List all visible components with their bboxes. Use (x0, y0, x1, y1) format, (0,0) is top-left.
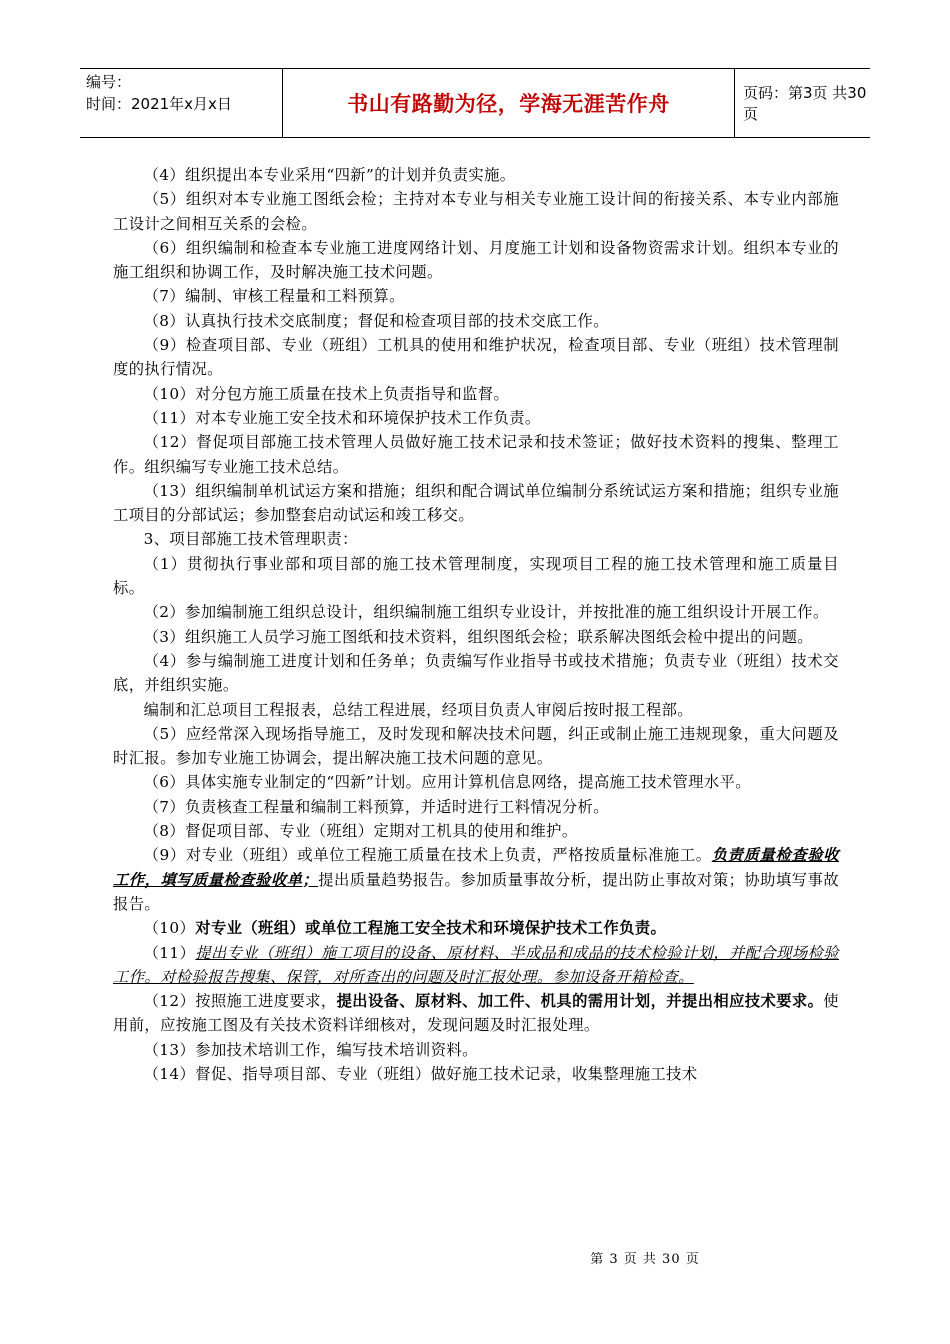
text-segment: （4）参与编制施工进度计划和任务单；负责编写作业指导书或技术措施；负责专业（班组）技术交底，并组织实施。 (113, 651, 839, 695)
text-segment: 负责质量检查验收工作，填写质量检查验收单； (113, 846, 840, 889)
paragraph (113, 941, 839, 990)
text-segment: 提出专业（班组）施工项目的设备、原材料、半成品和成品的技术检验计划，并配合现场检验工作。对检验报告搜集、保管，对所查出的问题及时汇报处理。参加设备开箱检查。 (113, 943, 839, 986)
text-segment: 提出质量趋势报告。参加质量事故分析，提出防止事故对策；协助填写事故报告。 (113, 870, 840, 913)
header-box (80, 68, 870, 138)
text-segment: （11） (143, 943, 196, 962)
text-segment: 对专业（班组）或单位工程施工安全技术和环境保护技术工作负责。 (195, 919, 667, 938)
text-segment: （11）对本专业施工安全技术和环境保护技术工作负责。 (143, 408, 541, 427)
paragraph (113, 187, 839, 236)
paragraph (113, 795, 839, 819)
text-segment: （6）具体实施专业制定的“四新”计划。应用计算机信息网络，提高施工技术管理水平。 (143, 773, 751, 792)
paragraph (113, 843, 839, 916)
paragraph (113, 1038, 839, 1062)
text-segment: （7）负责核查工程量和编制工料预算，并适时进行工料情况分析。 (143, 797, 609, 816)
header-right-cell (735, 69, 870, 137)
document-time-label: 时间：2021年x月x日 (86, 95, 232, 113)
page-footer: 第 3 页 共 30 页 (590, 1252, 700, 1267)
text-segment: （1）贯彻执行事业部和项目部的施工技术管理制度，实现项目工程的施工技术管理和施工质量目标。 (113, 554, 839, 598)
text-segment: （8）认真执行技术交底制度；督促和检查项目部的技术交底工作。 (143, 311, 609, 330)
document-number-label: 编号： (86, 73, 132, 91)
paragraph (113, 649, 839, 698)
paragraph (113, 284, 839, 308)
text-segment: （13）参加技术培训工作，编写技术培训资料。 (143, 1040, 478, 1059)
text-segment: （12）督促项目部施工技术管理人员做好施工技术记录和技术签证；做好技术资料的搜集、整理工作。组织编写专业施工技术总结。 (113, 433, 839, 476)
text-segment: （5）应经常深入现场指导施工，及时发现和解决技术问题，纠正或制止施工违规现象，重大问题及时汇报。参加专业施工协调会，提出解决施工技术问题的意见。 (113, 724, 839, 768)
text-segment: 3、项目部施工技术管理职责： (143, 530, 358, 549)
text-segment: （7）编制、审核工程量和工料预算。 (143, 287, 405, 306)
paragraph (113, 819, 839, 843)
paragraph (113, 309, 839, 333)
paragraph (113, 722, 839, 771)
text-segment: 提出设备、原材料、加工件、机具的需用计划，并提出相应技术要求。 (336, 992, 824, 1011)
header-left-cell (80, 69, 283, 137)
paragraph (113, 163, 839, 187)
paragraph (113, 406, 839, 430)
text-segment: （3）组织施工人员学习施工图纸和技术资料，组织图纸会检；联系解决图纸会检中提出的问题。 (143, 627, 813, 646)
text-segment: 编制和汇总项目工程报表，总结工程进展，经项目负责人审阅后按时报工程部。 (143, 700, 693, 719)
paragraph (113, 698, 839, 722)
paragraph (113, 333, 839, 382)
paragraph (113, 916, 839, 940)
paragraph (113, 600, 839, 624)
text-segment: （12）按照施工进度要求， (143, 992, 337, 1011)
text-segment: （4）组织提出本专业采用“四新”的计划并负责实施。 (143, 166, 516, 184)
text-segment: （5）组织对本专业施工图纸会检；主持对本专业与相关专业施工设计间的衔接关系、本专业内部施工设计之间相互关系的会检。 (113, 190, 839, 233)
paragraph (113, 625, 839, 649)
text-segment: （10） (143, 919, 196, 938)
text-segment: （9）对专业（班组）或单位工程施工质量在技术上负责，严格按质量标准施工。 (143, 846, 712, 865)
motto-title: 书山有路勤为径，学海无涯苦作舟 (347, 92, 670, 116)
page-number-label: 页码：第3页 共30页 (743, 84, 867, 123)
paragraph (113, 527, 839, 551)
text-segment: （13）组织编制单机试运方案和措施；组织和配合调试单位编制分系统试运方案和措施；组织专业施工项目的分部试运；参加整套启动试运和竣工移交。 (113, 481, 839, 525)
text-segment: （10）对分包方施工质量在技术上负责指导和监督。 (143, 384, 510, 403)
document-body (113, 163, 839, 1086)
paragraph (113, 430, 839, 479)
paragraph (113, 552, 839, 601)
text-segment: （6）组织编制和检查本专业施工进度网络计划、月度施工计划和设备物资需求计划。组织本专业的施工组织和协调工作，及时解决施工技术问题。 (113, 238, 839, 282)
text-segment: （8）督促项目部、专业（班组）定期对工机具的使用和维护。 (143, 822, 578, 841)
text-segment: （9）检查项目部、专业（班组）工机具的使用和维护状况，检查项目部、专业（班组）技术管理制度的执行情况。 (113, 336, 839, 379)
paragraph (113, 236, 839, 285)
text-segment: 使用前，应按施工图及有关技术资料详细核对，发现问题及时汇报处理。 (113, 992, 839, 1035)
paragraph (113, 479, 839, 528)
header-middle-cell (283, 69, 735, 137)
text-segment: （14）督促、指导项目部、专业（班组）做好施工技术记录，收集整理施工技术 (143, 1064, 698, 1083)
paragraph (113, 1062, 839, 1086)
text-segment: （2）参加编制施工组织总设计，组织编制施工组织专业设计，并按批准的施工组织设计开展工作。 (143, 603, 829, 622)
paragraph (113, 770, 839, 794)
paragraph (113, 989, 839, 1038)
paragraph (113, 382, 839, 406)
